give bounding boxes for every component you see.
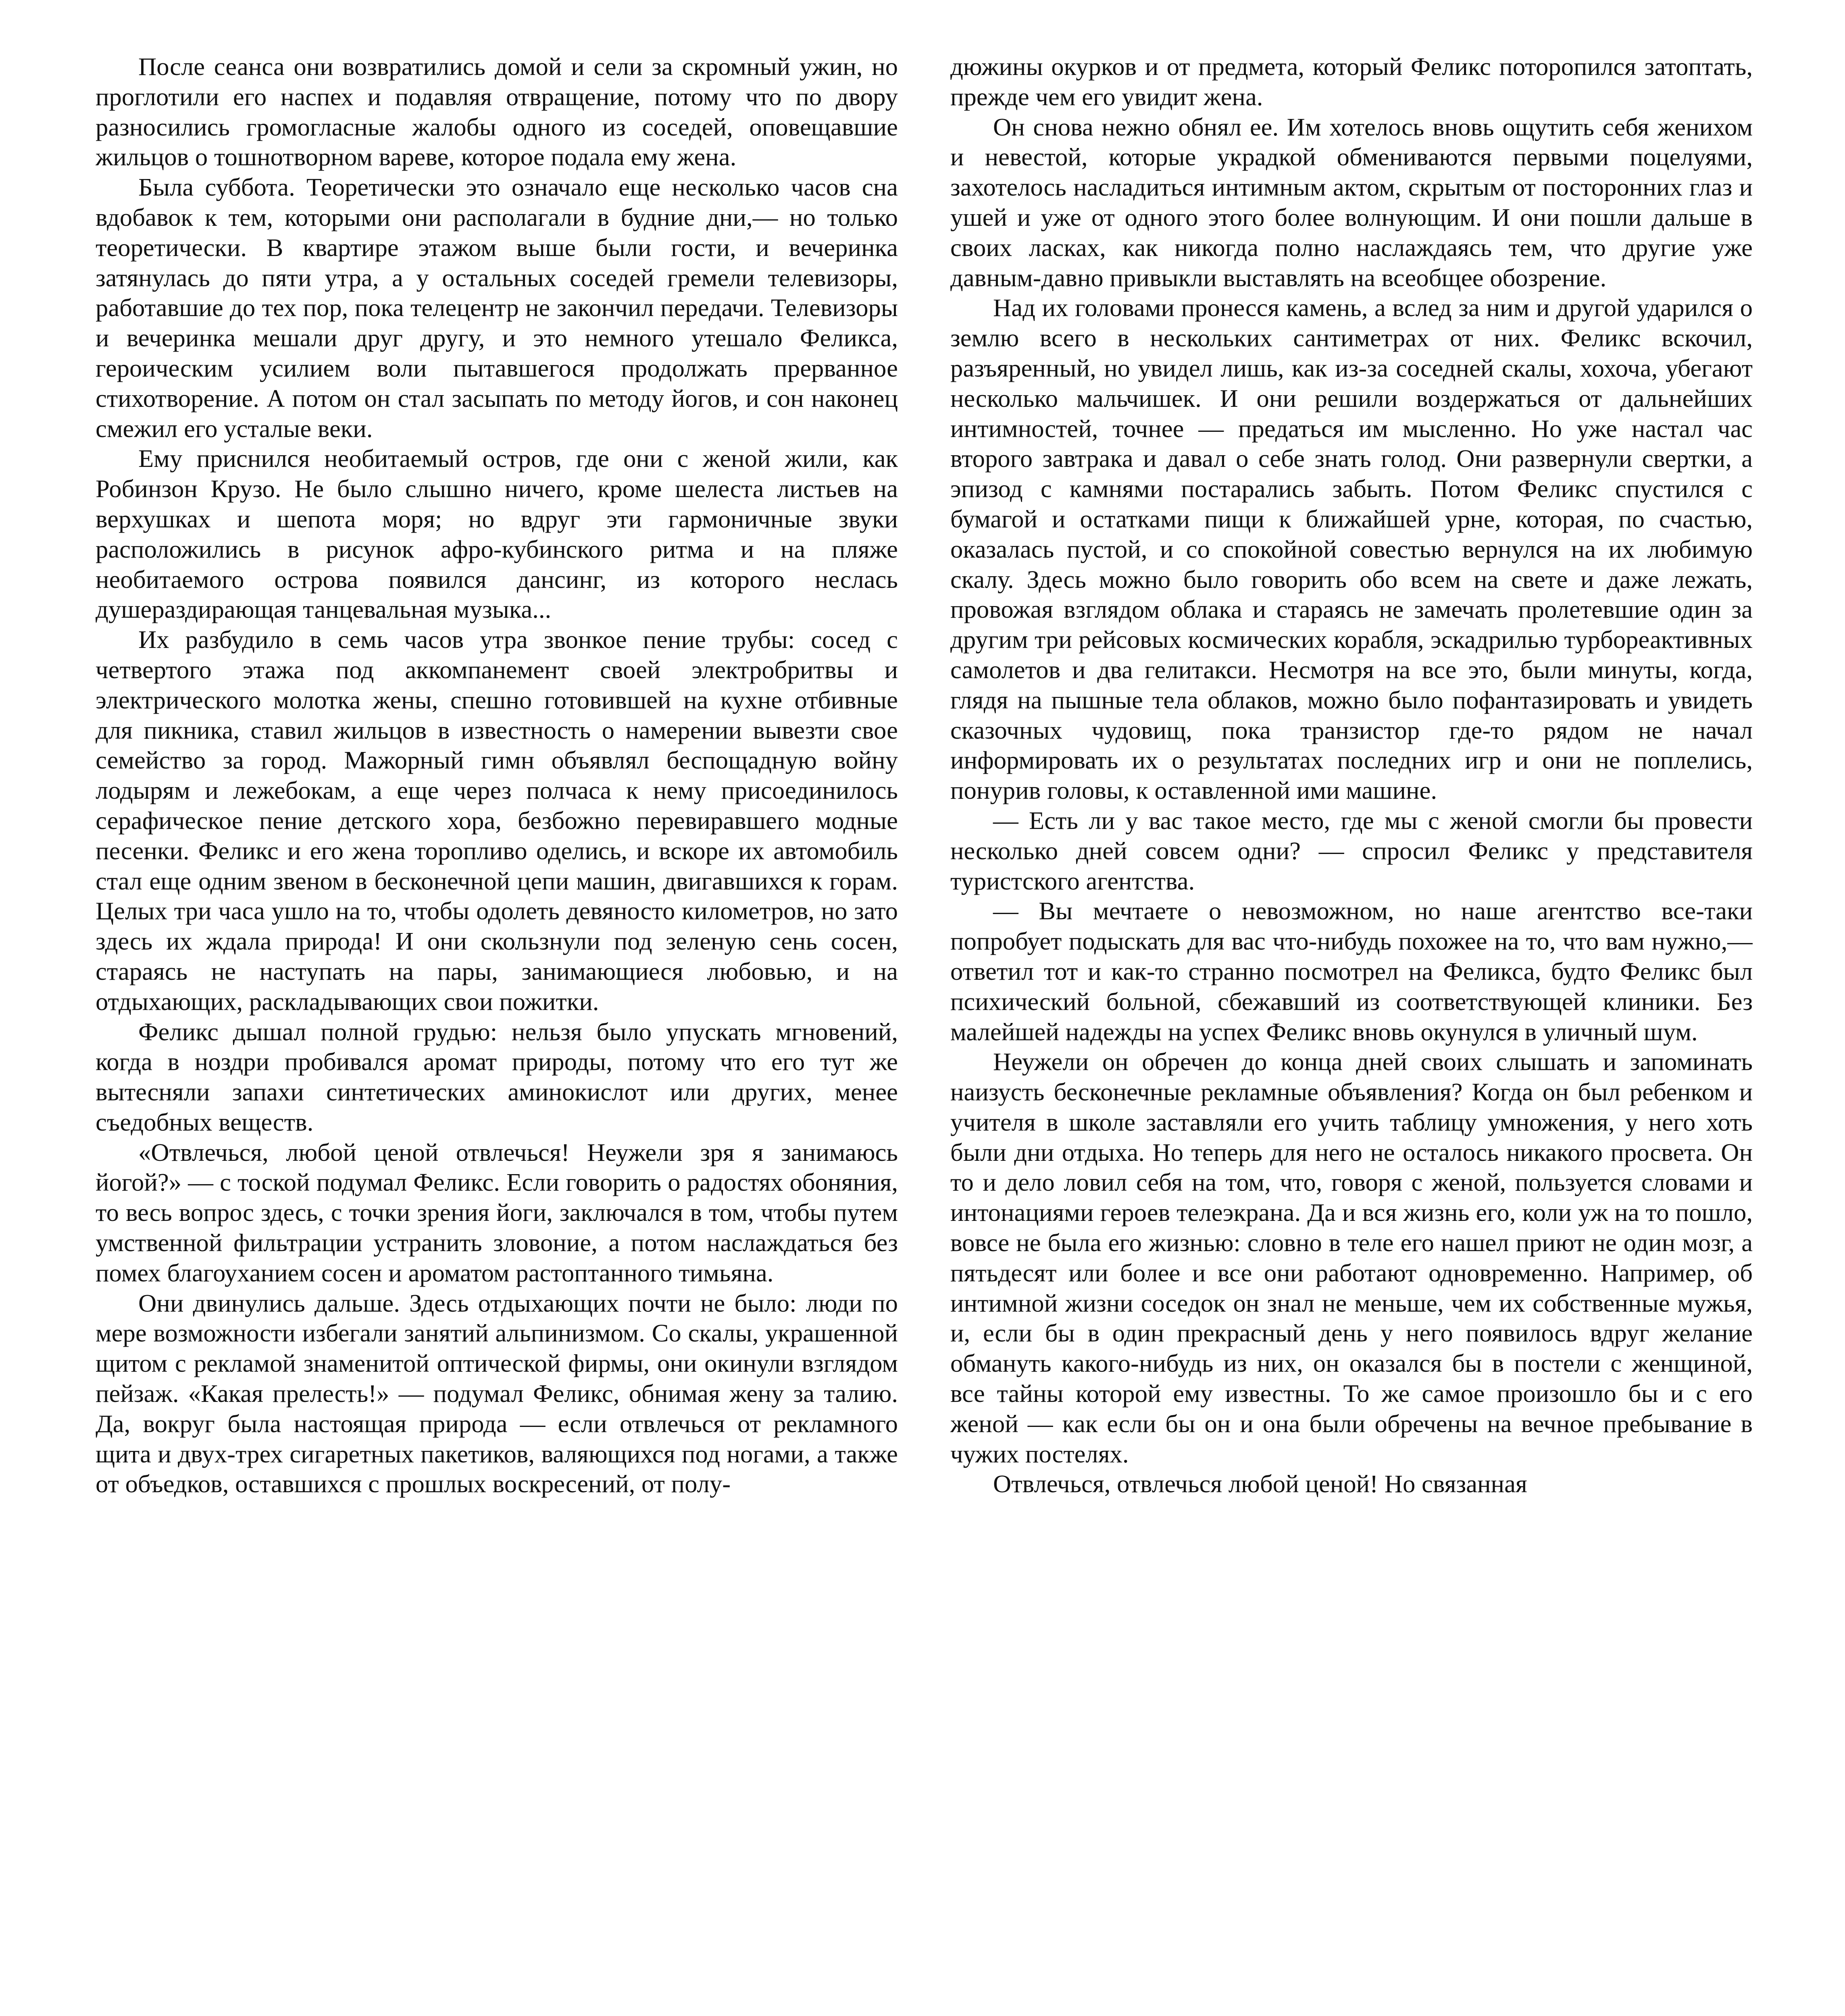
paragraph: Отвлечься, отвлечься любой ценой! Но связанная [993,1470,1527,1498]
paragraph: — Вы мечтаете о невозможном, но наше агентство все-таки попробует подыскать для вас что-нибудь похожее на то, что вам нужно,— ответил тот и как-то странно посмотрел на Феликса, будто Феликс был психический больной, сбежавший из соответствующей клиники. Без малейшей надежды на успех Феликс вновь окунулся в уличный шум. [950,897,1753,1046]
paragraph: Над их головами пронесся камень, а вслед за ним и другой ударился о землю всего в нескольких сантиметрах от них. Феликс вскочил, разъяренный, но увидел лишь, как из-за соседней скалы, хохоча, убегают несколько мальчишек. И они решили воздержаться от дальнейших интимностей, точнее — предаться им мысленно. Но уже настал час второго завтрака и давал о себе знать голод. Они развернули свертки, а эпизод с камнями постарались забыть. Потом Феликс спустился с бумагой и остатками пищи к ближайшей урне, которая, по счастью, оказалась пустой, и со спокойной совестью вернулся на их любимую скалу. Здесь можно было говорить обо всем на свете и даже лежать, провожая взглядом облака и стараясь не замечать пролетевшие один за другим три рейсовых космических корабля, эскадрилью турбореактивных самолетов и два гелитакси. Несмотря на все это, были минуты, когда, глядя на пышные тела облаков, можно было пофантазировать и увидеть сказочных чудовищ, пока транзистор где-то рядом не начал информировать их о результатах последних игр и они не поплелись, понурив головы, к оставленной ими машине. [950,294,1753,805]
paragraph: Их разбудило в семь часов утра звонкое пение трубы: сосед с четвертого этажа под аккомпанемент своей электробритвы и электрического молотка жены, спешно готовившей на кухне отбивные для пикника, ставил жильцов в известность о намерении вывезти свое семейство за город. Мажорный гимн объявлял беспощадную войну лодырям и лежебокам, а еще через полчаса к нему присоединилось серафическое пение детского хора, безбожно перевиравшего модные песенки. Феликс и его жена торопливо оделись, и вскоре их автомобиль стал еще одним звеном в бесконечной цепи машин, двигавшихся к горам. Целых три часа ушло на то, чтобы одолеть девяносто километров, но зато здесь их ждала природа! И они скользнули под зеленую сень сосен, стараясь не наступать на пары, занимающиеся любовью, и на отдыхающих, раскладывающих свои пожитки. [96,625,898,1016]
paragraph-continuation: дюжины окурков и от предмета, который Феликс поторопился затоптать, прежде чем его увидит жена. [950,52,1753,111]
paragraph: Феликс дышал полной грудью: нельзя было упускать мгновений, когда в ноздри пробивался аромат природы, потому что его тут же вытесняли запахи синтетических аминокислот или других, менее съедобных веществ. [96,1017,898,1136]
paragraph: — Есть ли у вас такое место, где мы с женой смогли бы провести несколько дней совсем одни? — спросил Феликс у представителя туристского агентства. [950,806,1753,895]
left-text-column [96,52,898,2016]
paragraph: Они двинулись дальше. Здесь отдыхающих почти не было: люди по мере возможности избегали занятий альпинизмом. Со скалы, украшенной щитом с рекламой знаменитой оптической фирмы, они окинули взглядом пейзаж. «Какая прелесть!» — подумал Феликс, обнимая жену за талию. Да, вокруг была настоящая природа — если отвлечься от рекламного щита и двух-трех сигаретных пакетиков, валяющихся под ногами, а также от объедков, оставшихся с прошлых воскресений, от полу- [96,1289,898,1498]
paragraph: Он снова нежно обнял ее. Им хотелось вновь ощутить себя женихом и невестой, которые украдкой обмениваются первыми поцелуями, захотелось насладиться интимным актом, скрытым от посторонних глаз и ушей и уже от одного этого более волнующим. И они пошли дальше в своих ласках, как никогда полно наслаждаясь тем, что другие уже давным-давно привыкли выставлять на всеобщее обозрение. [950,112,1753,292]
paragraph: Была суббота. Теоретически это означало еще несколько часов сна вдобавок к тем, которыми они располагали в будние дни,— но только теоретически. В квартире этажом выше были гости, и вечеринка затянулась до пяти утра, а у остальных соседей гремели телевизоры, работавшие до тех пор, пока телецентр не закончил передачи. Телевизоры и вечеринка мешали друг другу, и это немного утешало Феликса, героическим усилием воли пытавшегося продолжать прерванное стихотворение. А потом он стал засыпать по методу йогов, и сон наконец смежил его усталые веки. [96,173,898,443]
right-text-column [950,52,1753,2016]
paragraph: После сеанса они возвратились домой и сели за скромный ужин, но проглотили его наспех и подавляя отвращение, потому что по двору разносились громогласные жалобы одного из соседей, оповещавшие жильцов о тошнотворном вареве, которое подала ему жена. [96,52,898,171]
paragraph: Неужели он обречен до конца дней своих слышать и запоминать наизусть бесконечные рекламные объявления? Когда он был ребенком и учителя в школе заставляли его учить таблицу умножения, у него хоть были дни отдыха. Но теперь для него не осталось никакого просвета. Он то и дело ловил себя на том, что, говоря с женой, пользуется словами и интонациями героев телеэкрана. Да и вся жизнь его, коли уж на то пошло, вовсе не была его жизнью: словно в теле его нашел приют не один мозг, а пятьдесят или более и все они работают одновременно. Например, об интимной жизни соседок он знал не меньше, чем их собственные мужья, и, если бы в один прекрасный день у него появилось вдруг желание обмануть какого-нибудь из них, он оказался бы в постели с женщиной, все тайны которой ему известны. То же самое произошло бы и с его женой — как если бы он и она были обречены на вечное пребывание в чужих постелях. [950,1048,1753,1468]
paragraph: «Отвлечься, любой ценой отвлечься! Неужели зря я занимаюсь йогой?» — с тоской подумал Феликс. Если говорить о радостях обоняния, то весь вопрос здесь, с точки зрения йоги, заключался в том, чтобы путем умственной фильтрации устранить зловоние, а потом наслаждаться без помех благоуханием сосен и ароматом растоптанного тимьяна. [96,1138,898,1287]
paragraph: Ему приснился необитаемый остров, где они с женой жили, как Робинзон Крузо. Не было слышно ничего, кроме шелеста листьев на верхушках и шепота моря; но вдруг эти гармоничные звуки расположились в рисунок афро-кубинского ритма и на пляже необитаемого острова появился дансинг, из которого неслась душераздирающая танцевальная музыка... [96,444,898,624]
